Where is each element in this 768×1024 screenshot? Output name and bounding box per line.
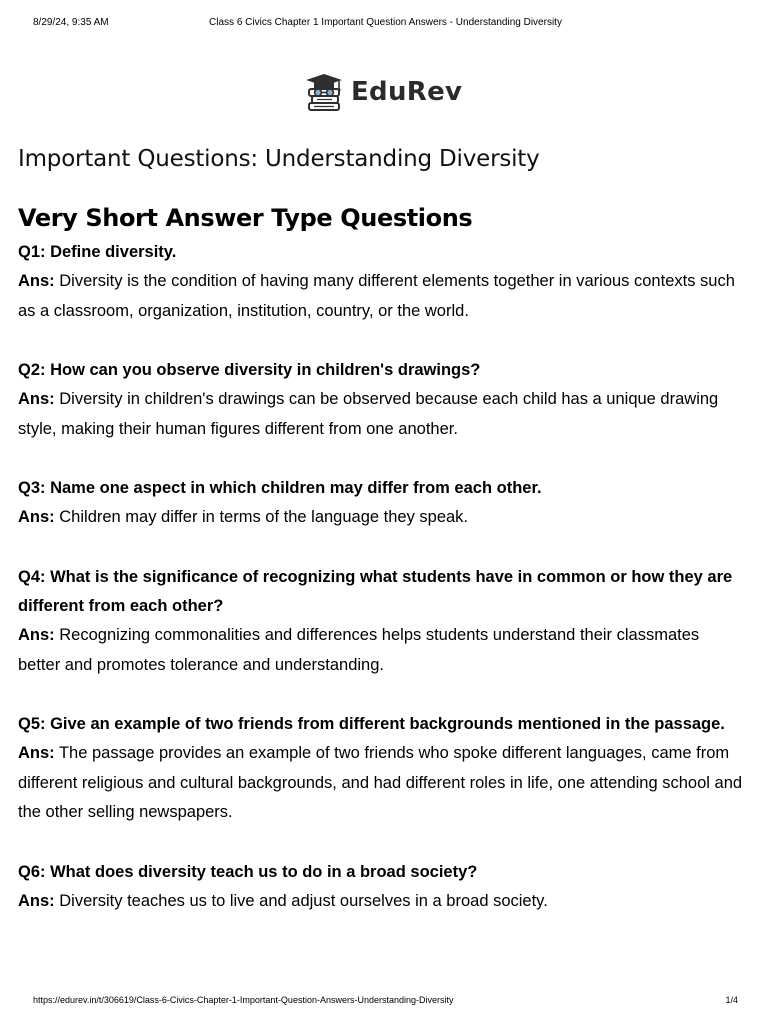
answer-label: Ans:: [18, 625, 55, 644]
question-text: Q4: What is the significance of recognizing what students have in common or how they are different from each other?: [18, 567, 733, 615]
answer-label: Ans:: [18, 272, 55, 290]
edurev-logo[interactable]: [303, 72, 462, 112]
answer-text: [18, 887, 743, 917]
question-text: Q6: What does diversity teach us to do in a broad society?: [18, 862, 478, 881]
section-heading: Very Short Answer Type Questions: [18, 204, 473, 232]
document-content: [18, 142, 743, 947]
question-text: Q2: How can you observe diversity in children's drawings?: [18, 361, 481, 380]
answer-body: The passage provides an example of two friends who spoke different languages, came from different religious and cultural backgrounds, and had different roles in life, one attending school and the other selling newspapers.: [18, 744, 743, 822]
print-document-title: Class 6 Civics Chapter 1 Important Question Answers - Understanding Diversity: [209, 17, 562, 28]
question-text: Q3: Name one aspect in which children may differ from each other.: [18, 479, 542, 498]
qa-item-6: [18, 858, 743, 917]
answer-text: [18, 267, 743, 326]
answer-body: Diversity teaches us to live and adjust ourselves in a broad society.: [59, 891, 548, 910]
page-title: Important Questions: Understanding Diversity: [18, 146, 540, 172]
graduation-cap-book-icon: [303, 72, 345, 112]
edurev-brand-name: EduRev: [351, 77, 463, 107]
page-url-link[interactable]: https://edurev.in/t/306619/Class-6-Civics-Chapter-1-Important-Question-Answers-Understanding-Diversity: [33, 995, 454, 1005]
print-header: [33, 17, 738, 31]
qa-item-2: [18, 356, 743, 444]
question-text: Q1: Define diversity.: [18, 243, 177, 261]
answer-label: Ans:: [18, 891, 55, 910]
qa-item-4: [18, 563, 743, 680]
page-number: 1/4: [725, 995, 738, 1005]
print-footer: [33, 995, 738, 1007]
answer-body: Diversity in children's drawings can be observed because each child has a unique drawing style, making their human figures different from one another.: [18, 390, 719, 438]
answer-body: Diversity is the condition of having many different elements together in various contexts such as a classroom, organization, institution, country, or the world.: [18, 272, 735, 320]
answer-label: Ans:: [18, 744, 55, 763]
qa-item-1: [18, 238, 743, 326]
question-text: Q5: Give an example of two friends from different backgrounds mentioned in the passage.: [18, 715, 725, 734]
answer-body: Recognizing commonalities and differences helps students understand their classmates better and promotes tolerance and understanding.: [18, 625, 700, 674]
qa-item-5: [18, 710, 743, 828]
answer-text: [18, 621, 743, 680]
answer-text: [18, 385, 743, 444]
answer-body: Children may differ in terms of the language they speak.: [59, 508, 469, 527]
qa-item-3: [18, 474, 743, 533]
answer-label: Ans:: [18, 508, 55, 527]
print-date: 8/29/24, 9:35 AM: [33, 17, 109, 28]
answer-text: [18, 503, 743, 533]
answer-label: Ans:: [18, 390, 55, 409]
answer-text: [18, 739, 743, 828]
